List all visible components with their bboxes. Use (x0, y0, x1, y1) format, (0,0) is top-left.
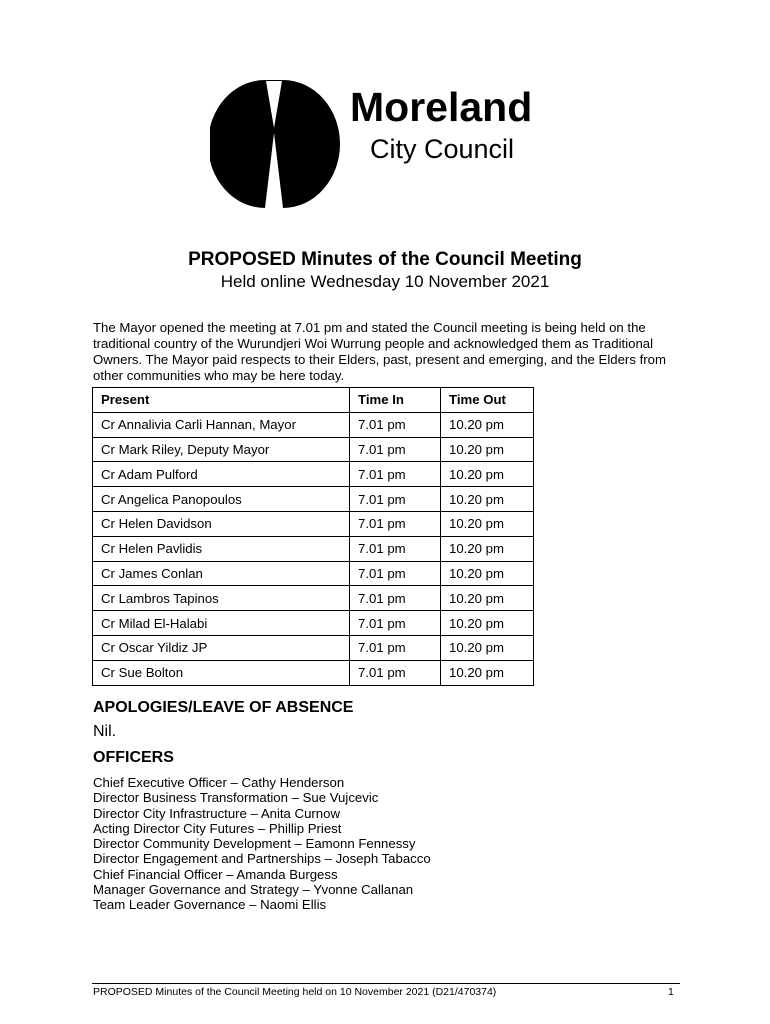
table-row (93, 561, 534, 586)
list-item: Chief Executive Officer – Cathy Henderson (93, 775, 345, 790)
time-in: 7.01 pm (350, 660, 441, 685)
councillor-name: Cr Angelica Panopoulos (93, 487, 350, 512)
list-item: Director Engagement and Partnerships – Joseph Tabacco (93, 851, 431, 867)
time-out: 10.20 pm (441, 635, 534, 660)
footer-rule (92, 983, 680, 984)
table-row (93, 611, 534, 636)
apologies-text: Nil. (93, 723, 117, 740)
apologies-heading: APOLOGIES/LEAVE OF ABSENCE (93, 699, 354, 716)
table-row (93, 511, 534, 536)
table-row (93, 437, 534, 462)
header-time-out: Time Out (441, 388, 534, 413)
logo-name-line2: City Council (370, 134, 515, 164)
list-item: Manager Governance and Strategy – Yvonne Callanan (93, 882, 414, 898)
time-in: 7.01 pm (350, 462, 441, 487)
councillor-name: Cr Helen Davidson (93, 511, 350, 536)
table-row (93, 586, 534, 611)
time-in: 7.01 pm (350, 412, 441, 437)
councillor-name: Cr Mark Riley, Deputy Mayor (93, 437, 350, 462)
table-row (93, 487, 534, 512)
time-in: 7.01 pm (350, 487, 441, 512)
time-in: 7.01 pm (350, 586, 441, 611)
list-item: Acting Director City Futures – Phillip Priest (93, 820, 342, 836)
list-item: Team Leader Governance – Naomi Ellis (93, 897, 327, 913)
time-in: 7.01 pm (350, 561, 441, 586)
list-item: Chief Financial Officer – Amanda Burgess (93, 866, 338, 882)
councillor-name: Cr Lambros Tapinos (93, 586, 350, 611)
header-present: Present (93, 388, 350, 413)
officers-list (93, 775, 431, 913)
officers-heading: OFFICERS (93, 749, 174, 766)
councillor-name: Cr Helen Pavlidis (93, 536, 350, 561)
time-out: 10.20 pm (441, 437, 534, 462)
councillor-name: Cr Adam Pulford (93, 462, 350, 487)
attendance-table (92, 387, 534, 686)
time-in: 7.01 pm (350, 635, 441, 660)
intro-paragraph: The Mayor opened the meeting at 7.01 pm and stated the Council meeting is being held on the traditional country of the Wurundjeri Woi Wurrung people and acknowledged them as Traditional Owners. The Mayor paid respects to their Elders, past, present and emerging, and the Elders from other communities who may be here today. (93, 320, 666, 383)
logo-name-line1: Moreland (350, 84, 533, 130)
moreland-logo-mark (210, 73, 570, 213)
councillor-name: Cr Annalivia Carli Hannan, Mayor (93, 412, 350, 437)
list-item: Director Community Development – Eamonn Fennessy (93, 836, 416, 852)
time-out: 10.20 pm (441, 586, 534, 611)
table-row (93, 635, 534, 660)
header-time-in: Time In (350, 388, 441, 413)
time-out: 10.20 pm (441, 660, 534, 685)
attendance-header-row (93, 388, 534, 413)
time-out: 10.20 pm (441, 536, 534, 561)
table-row (93, 462, 534, 487)
time-out: 10.20 pm (441, 412, 534, 437)
time-out: 10.20 pm (441, 511, 534, 536)
moreland-logo (210, 73, 570, 213)
time-in: 7.01 pm (350, 437, 441, 462)
time-out: 10.20 pm (441, 561, 534, 586)
table-row (93, 660, 534, 685)
time-out: 10.20 pm (441, 487, 534, 512)
page-number: 1 (668, 986, 674, 998)
time-in: 7.01 pm (350, 511, 441, 536)
time-out: 10.20 pm (441, 462, 534, 487)
table-row (93, 412, 534, 437)
footer-text: PROPOSED Minutes of the Council Meeting held on 10 November 2021 (D21/470374) (93, 986, 497, 998)
time-in: 7.01 pm (350, 611, 441, 636)
list-item: Director Business Transformation – Sue Vujcevic (93, 790, 379, 806)
councillor-name: Cr James Conlan (93, 561, 350, 586)
table-row (93, 536, 534, 561)
time-in: 7.01 pm (350, 536, 441, 561)
councillor-name: Cr Sue Bolton (93, 660, 350, 685)
document-title: PROPOSED Minutes of the Council Meeting (188, 249, 582, 270)
time-out: 10.20 pm (441, 611, 534, 636)
councillor-name: Cr Milad El-Halabi (93, 611, 350, 636)
document-subtitle: Held online Wednesday 10 November 2021 (220, 272, 550, 291)
councillor-name: Cr Oscar Yildiz JP (93, 635, 350, 660)
list-item: Director City Infrastructure – Anita Curnow (93, 805, 340, 821)
